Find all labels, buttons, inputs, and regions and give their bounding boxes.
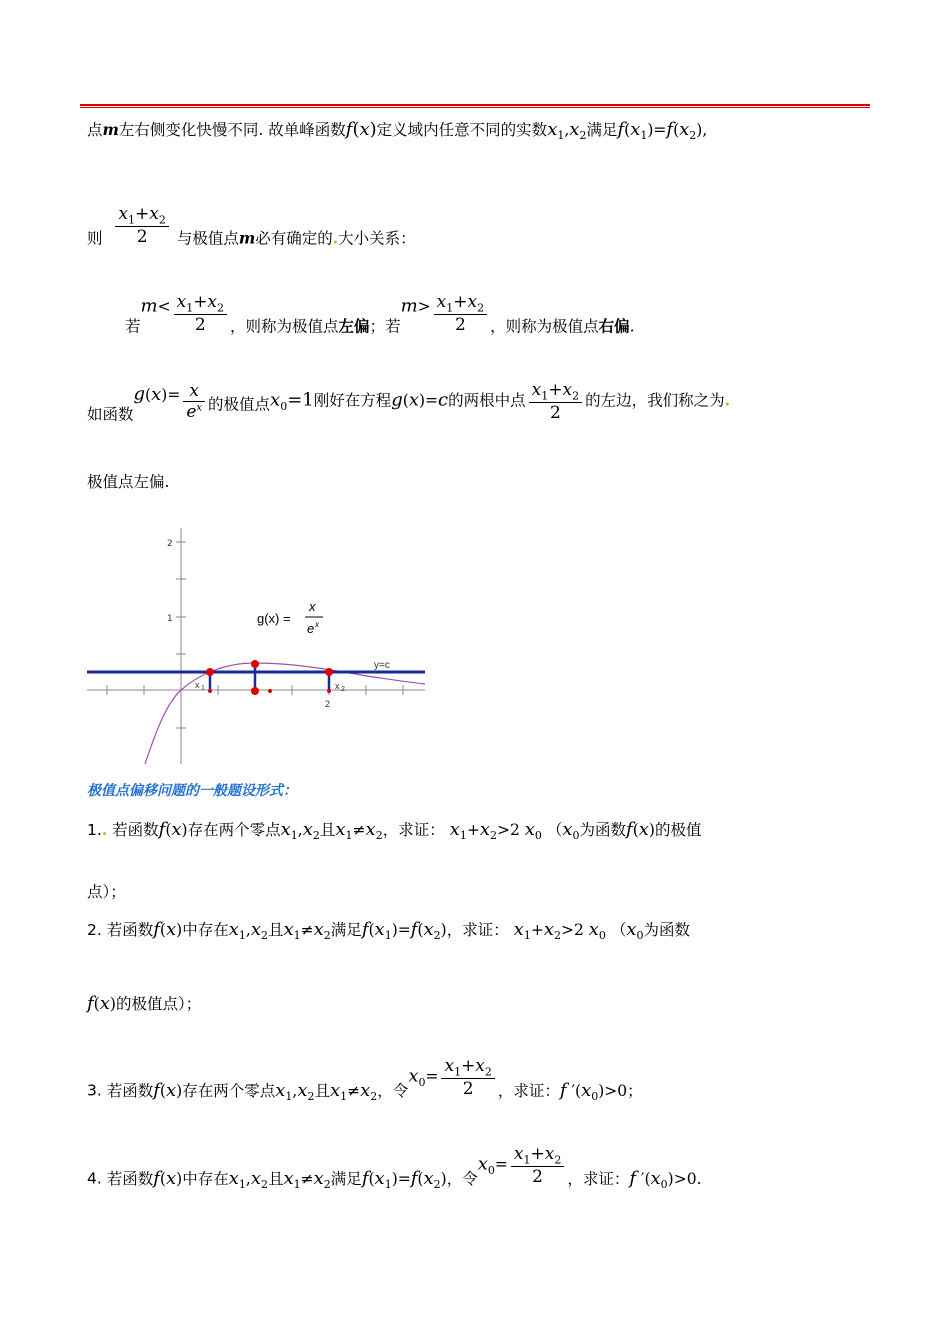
svg-text:x: x xyxy=(335,681,340,691)
svg-text:2: 2 xyxy=(325,699,331,709)
header-rule xyxy=(80,104,870,108)
paragraph-line-5: 极值点左偏. xyxy=(87,473,170,491)
svg-text:x: x xyxy=(315,620,319,629)
point-x2 xyxy=(325,668,333,676)
item-1-cont: 点）； xyxy=(87,883,126,901)
paragraph-line-2: 则 $\frac{x_1+x_2}{2}$ 与极值点m必有确定的.大小关系： xyxy=(87,204,416,248)
item-3: 3. 若函数f(x)存在两个零点$x_1,x_2$且$x_1\ne x_2$，令$x_0=$ $\frac{x_1+x_2}{2}$ ，求证：f $'(x_0)>0$； xyxy=(87,1056,643,1103)
svg-text:1: 1 xyxy=(201,685,205,692)
y-tick-1: 1 xyxy=(167,614,173,624)
point-peak xyxy=(251,660,259,668)
svg-text:x: x xyxy=(195,680,200,690)
label-yc: y=c xyxy=(374,660,390,671)
paragraph-line-4: 如函数g(x)= $\frac{x}{e^x}$ 的极值点$x_0=1$刚好在方程g(x)=c的两根中点 $\frac{x_1+x_2}{2}$ 的左边，我们称之为. xyxy=(87,380,731,424)
svg-text:2: 2 xyxy=(341,686,345,693)
item-4: 4. 若函数f(x)中存在$x_1,x_2$且$x_1\ne x_2$满足$f(x_1)=f(x_2)$，令$x_0=$ $\frac{x_1+x_2}{2}$ ，求证：f $'(x_0)>0$. xyxy=(87,1144,702,1191)
item-2: 2. 若函数f(x)中存在$x_1,x_2$且$x_1\ne x_2$满足$f(x_1)=f(x_2)$，求证： $x_1+x_2>2$ $x_0$ （$x_0$为函数 xyxy=(87,919,691,943)
curve-g xyxy=(145,663,425,764)
item-1: 1.. 若函数f(x)存在两个零点$x_1,x_2$且$x_1\ne x_2$，求证： $x_1+x_2>2$ $x_0$ （$x_0$为函数f(x)的极值 xyxy=(87,819,702,843)
label-g: g(x) = xyxy=(257,611,291,626)
svg-text:x: x xyxy=(309,599,316,614)
svg-text:e: e xyxy=(307,621,315,636)
section-heading: 极值点偏移问题的一般题设形式： xyxy=(87,783,297,799)
function-graph xyxy=(87,528,432,768)
paragraph-line-3: 若m< $\frac{x_1+x_2}{2}$ ，则称为极值点左偏；若m> $\frac{x_1+x_2}{2}$ ，则称为极值点右偏. xyxy=(125,292,635,336)
y-tick-2: 2 xyxy=(167,539,173,549)
point-x1 xyxy=(206,668,214,676)
paragraph-line-1: 点m左右侧变化快慢不同. 故单峰函数f(x)定义域内任意不同的实数$x_1,x_2$满足$f(x_1)=f(x_2)$, xyxy=(87,119,708,143)
item-2-cont: f(x)的极值点）； xyxy=(87,993,202,1014)
